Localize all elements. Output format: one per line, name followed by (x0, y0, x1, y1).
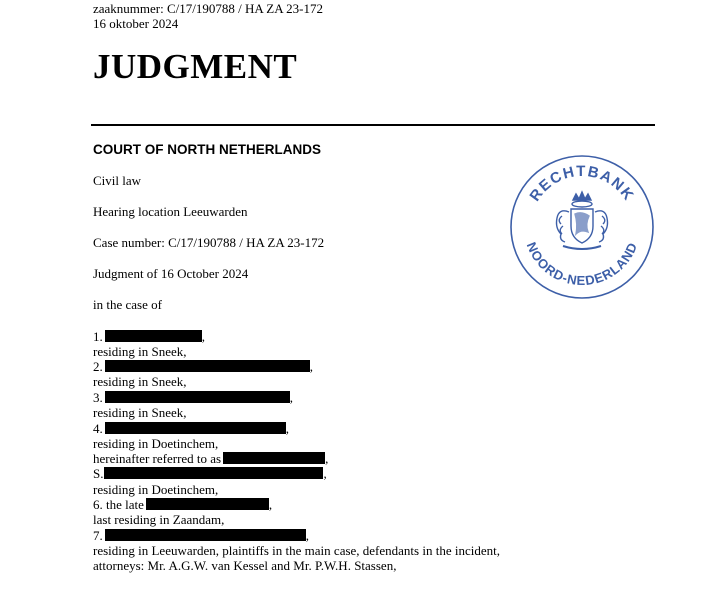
judgment-date: Judgment of 16 October 2024 (93, 266, 249, 281)
horizontal-divider (91, 124, 655, 126)
party-2 (93, 359, 313, 374)
party-number: S. (93, 466, 104, 481)
court-name: COURT OF NORTH NETHERLANDS (93, 142, 321, 157)
case-number: Case number: C/17/190788 / HA ZA 23-172 (93, 235, 325, 250)
redacted-name (104, 467, 323, 479)
party-number: 2. (93, 359, 103, 374)
party-suffix: , (323, 466, 327, 481)
redacted-name (105, 529, 306, 541)
party-number: 1. (93, 329, 103, 344)
party-3 (93, 390, 293, 405)
plaintiffs-residence: residing in Leeuwarden, plaintiffs in the main case, defendants in the incident, (93, 543, 500, 558)
party-suffix: , (201, 329, 205, 344)
party-suffix: , (289, 390, 293, 405)
attorneys: attorneys: Mr. A.G.W. van Kessel and Mr. P.W.H. Stassen, (93, 558, 397, 573)
party-suffix: , (268, 497, 273, 512)
party-suffix: , (325, 451, 329, 466)
party-suffix: , (285, 421, 289, 436)
hearing-location: Hearing location Leeuwarden (93, 204, 248, 219)
alias-prefix: hereinafter referred to as (93, 451, 222, 466)
party-suffix: , (305, 528, 309, 543)
party-4 (93, 421, 289, 436)
party-number: 7. (93, 528, 103, 543)
redacted-name (105, 360, 310, 372)
party-residence: residing in Sneek, (93, 374, 187, 389)
redacted-name (105, 391, 290, 403)
in-the-case-of: in the case of (93, 297, 162, 312)
party-residence: residing in Doetinchem, (93, 482, 219, 497)
redacted-name (223, 452, 325, 464)
party-7 (93, 528, 309, 543)
party-1 (93, 329, 205, 344)
redacted-name (105, 422, 286, 434)
coat-of-arms-icon (557, 192, 608, 249)
party-5 (93, 466, 327, 481)
party-residence: residing in Sneek, (93, 344, 187, 359)
party-number: 3. (93, 390, 103, 405)
svg-text:NOORD-NEDERLAND (524, 240, 641, 288)
party-suffix: , (309, 359, 313, 374)
court-stamp-seal (509, 154, 655, 300)
header-date: 16 oktober 2024 (93, 16, 179, 31)
party-number: 4. (93, 421, 103, 436)
page-title: JUDGMENT (93, 47, 298, 86)
court-stamp (509, 154, 655, 300)
party-residence: last residing in Zaandam, (93, 512, 225, 527)
party-residence: residing in Sneek, (93, 405, 187, 420)
party-alias (93, 451, 328, 466)
stamp-bottom-text: NOORD-NEDERLAND (523, 239, 641, 289)
redacted-name (105, 330, 202, 342)
party-number: 6. the late (93, 497, 144, 512)
civil-law-label: Civil law (93, 173, 142, 188)
redacted-name (146, 498, 269, 510)
party-6 (93, 497, 272, 512)
party-residence: residing in Doetinchem, (93, 436, 219, 451)
stamp-top-text: RECHTBANK (526, 162, 638, 205)
case-reference-header: zaaknummer: C/17/190788 / HA ZA 23-172 (93, 1, 324, 16)
